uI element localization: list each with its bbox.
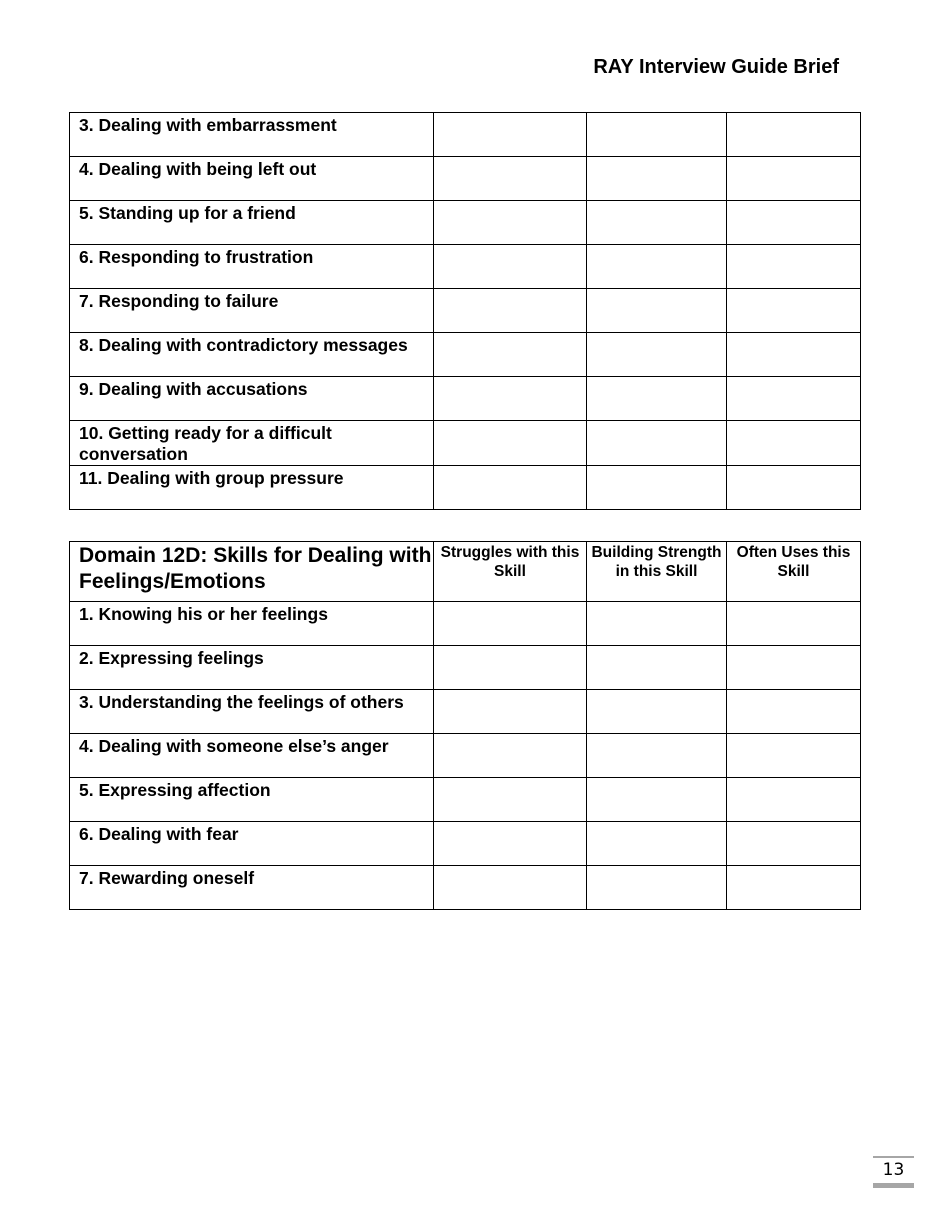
skill-label: 4. Dealing with someone else’s anger xyxy=(79,736,389,756)
skills-table-continued xyxy=(69,112,861,510)
skill-label: 5. Expressing affection xyxy=(79,780,271,800)
rating-cell-struggles[interactable] xyxy=(434,377,587,421)
skill-label: 1. Knowing his or her feelings xyxy=(79,604,328,624)
rating-cell-struggles[interactable] xyxy=(434,289,587,333)
rating-cell-often[interactable] xyxy=(727,734,861,778)
rating-cell-building[interactable] xyxy=(587,734,727,778)
skill-label: 2. Expressing feelings xyxy=(79,648,264,668)
table-row xyxy=(70,201,861,245)
rating-cell-building[interactable] xyxy=(587,778,727,822)
skill-label: 7. Responding to failure xyxy=(79,291,279,311)
rating-cell-building[interactable] xyxy=(587,333,727,377)
domain-title: Domain 12D: Skills for Dealing with Feelings/Emotions xyxy=(79,544,432,593)
rating-cell-often[interactable] xyxy=(727,690,861,734)
rating-cell-often[interactable] xyxy=(727,157,861,201)
rating-cell-often[interactable] xyxy=(727,646,861,690)
rating-cell-building[interactable] xyxy=(587,377,727,421)
rating-cell-struggles[interactable] xyxy=(434,602,587,646)
column-header-building: Building Strength in this Skill xyxy=(591,544,722,580)
skill-label: 6. Dealing with fear xyxy=(79,824,239,844)
table-row xyxy=(70,734,861,778)
rating-cell-building[interactable] xyxy=(587,157,727,201)
domain-12d-table xyxy=(69,541,861,910)
rating-cell-struggles[interactable] xyxy=(434,778,587,822)
rating-cell-often[interactable] xyxy=(727,466,861,510)
table-row xyxy=(70,690,861,734)
rating-cell-struggles[interactable] xyxy=(434,690,587,734)
table-row xyxy=(70,289,861,333)
rating-cell-often[interactable] xyxy=(727,421,861,466)
rating-cell-building[interactable] xyxy=(587,245,727,289)
skill-label: 7. Rewarding oneself xyxy=(79,868,255,888)
table-row xyxy=(70,466,861,510)
rating-cell-struggles[interactable] xyxy=(434,734,587,778)
rating-cell-struggles[interactable] xyxy=(434,333,587,377)
rating-cell-struggles[interactable] xyxy=(434,157,587,201)
table-row xyxy=(70,646,861,690)
rating-cell-building[interactable] xyxy=(587,822,727,866)
rating-cell-building[interactable] xyxy=(587,602,727,646)
rating-cell-struggles[interactable] xyxy=(434,866,587,910)
skill-label: 11. Dealing with group pressure xyxy=(79,468,344,488)
table-row xyxy=(70,421,861,466)
rating-cell-often[interactable] xyxy=(727,602,861,646)
table-row xyxy=(70,245,861,289)
table-row xyxy=(70,113,861,157)
rating-cell-building[interactable] xyxy=(587,690,727,734)
rating-cell-struggles[interactable] xyxy=(434,201,587,245)
rating-cell-struggles[interactable] xyxy=(434,646,587,690)
skill-label: 9. Dealing with accusations xyxy=(79,379,308,399)
rating-cell-often[interactable] xyxy=(727,333,861,377)
rating-cell-building[interactable] xyxy=(587,289,727,333)
rating-cell-often[interactable] xyxy=(727,822,861,866)
skill-label: 3. Dealing with embarrassment xyxy=(79,115,337,135)
rating-cell-struggles[interactable] xyxy=(434,466,587,510)
table-row xyxy=(70,778,861,822)
rating-cell-building[interactable] xyxy=(587,466,727,510)
rating-cell-struggles[interactable] xyxy=(434,113,587,157)
rating-cell-building[interactable] xyxy=(587,646,727,690)
document-title: RAY Interview Guide Brief xyxy=(593,56,839,78)
rating-cell-often[interactable] xyxy=(727,201,861,245)
rating-cell-struggles[interactable] xyxy=(434,822,587,866)
skill-label: 8. Dealing with contradictory messages xyxy=(79,335,408,355)
table-row xyxy=(70,602,861,646)
page-number: 13 xyxy=(873,1156,914,1188)
column-header-struggles: Struggles with this Skill xyxy=(440,544,580,580)
rating-cell-often[interactable] xyxy=(727,113,861,157)
skill-label: 4. Dealing with being left out xyxy=(79,159,317,179)
rating-cell-often[interactable] xyxy=(727,245,861,289)
skill-label: 10. Getting ready for a difficult conversation xyxy=(79,423,332,464)
column-header-often: Often Uses this Skill xyxy=(736,544,851,580)
rating-cell-often[interactable] xyxy=(727,377,861,421)
skill-label: 5. Standing up for a friend xyxy=(79,203,296,223)
rating-cell-often[interactable] xyxy=(727,866,861,910)
table-row xyxy=(70,157,861,201)
rating-cell-struggles[interactable] xyxy=(434,421,587,466)
table-row xyxy=(70,866,861,910)
skill-label: 6. Responding to frustration xyxy=(79,247,314,267)
rating-cell-building[interactable] xyxy=(587,113,727,157)
rating-cell-struggles[interactable] xyxy=(434,245,587,289)
table-row xyxy=(70,333,861,377)
rating-cell-building[interactable] xyxy=(587,201,727,245)
table-header-row xyxy=(70,542,861,602)
rating-cell-building[interactable] xyxy=(587,866,727,910)
rating-cell-building[interactable] xyxy=(587,421,727,466)
table-row xyxy=(70,377,861,421)
rating-cell-often[interactable] xyxy=(727,778,861,822)
table-row xyxy=(70,822,861,866)
skill-label: 3. Understanding the feelings of others xyxy=(79,692,404,712)
rating-cell-often[interactable] xyxy=(727,289,861,333)
